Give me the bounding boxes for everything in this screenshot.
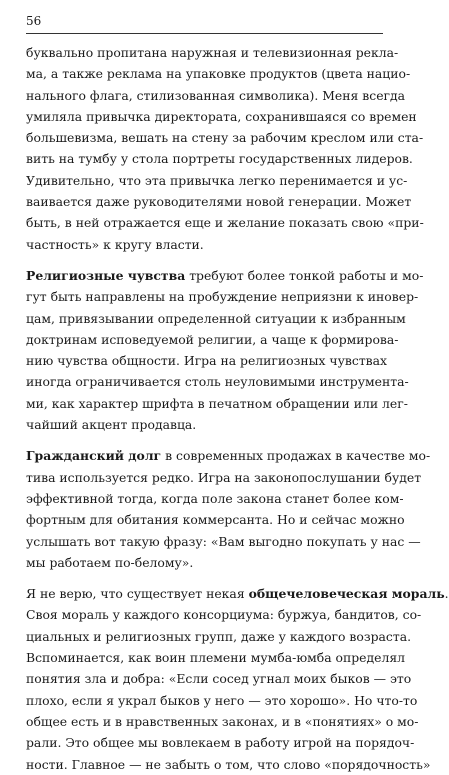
text-line: тива используется редко. Игра на законопослушании будет [26,469,422,485]
text-line: Гражданский долг в современных продажах в качестве мо- [26,448,431,464]
text-line: нию чувства общности. Игра на религиозных чувствах [26,353,388,369]
text-line: фортным для обитания коммерсанта. Но и сейчас можно [26,512,405,528]
text-line: эффективной тогда, когда поле закона станет более ком- [26,490,404,506]
text-line: ма, а также реклама на упаковке продуктов (цвета нацио- [26,66,411,82]
page-number: 56 [26,14,42,28]
text-line: Своя мораль у каждого консорциума: буржуа, бандитов, со- [26,607,422,623]
text-line: мы работаем по-белому». [26,554,194,570]
text-line: частность» к кругу власти. [26,236,204,252]
text-line: цам, привязывании определенной ситуации к избранным [26,310,406,326]
text-line: ми, как характер шрифта в печатном обращении или лег- [26,395,408,411]
section-term: Религиозные чувства [26,267,186,283]
text-line: циальных и религиозных групп, даже у каждого возраста. [26,628,412,644]
paragraph-patriotism [26,42,424,255]
paragraph-morality [26,583,449,775]
text-line: гут быть направлены на пробуждение неприязни к иновер- [26,289,419,305]
text-line: быть, в ней отражается еще и желание показать свою «при- [26,215,424,231]
text-line: Религиозные чувства требуют более тонкой работы и мо- [26,267,424,283]
text-line: буквально пропитана наружная и телевизионная рекла- [26,45,399,60]
text-line: большевизма, вешать на стену за рабочим креслом или ста- [26,130,424,146]
text-line: нального флага, стилизованная символика). Меня всегда [26,87,406,103]
text-line: доктринам исповедуемой религии, а чаще к формирова- [26,331,399,347]
text-line: ваивается даже руководителями новой генерации. Может [26,194,412,210]
text-line: иногда ограничивается столь неуловимыми инструмента- [26,374,409,390]
text-line: Вспоминается, как воин племени мумба-юмба определял [26,650,406,666]
body-text [26,42,449,775]
text-line: Я не верю, что существует некая общечеловеческая мораль. [26,586,449,602]
text-line: Удивительно, что эта привычка легко перенимается и ус- [26,172,408,188]
text-line: ности. Главное — не забыть о том, что слово «порядочность» [26,756,431,772]
section-term: общечеловеческая мораль [248,586,445,602]
paragraph-civic-duty [26,445,431,573]
text-line: вить на тумбу у стола портреты государственных лидеров. [26,151,413,167]
header-rule [26,33,383,34]
text-line: умиляла привычка директората, сохранившаяся со времен [26,108,417,124]
text-line: услышать вот такую фразу: «Вам выгодно покупать у нас — [26,533,421,549]
text-line: общее есть и в нравственных законах, и в «понятиях» о мо- [26,713,419,729]
text-line: чайший акцент продавца. [26,417,197,433]
text-line: понятия зла и добра: «Если сосед угнал моих быков — это [26,671,412,687]
section-term: Гражданский долг [26,448,162,464]
text-line: плохо, если я украл быков у него — это хорошо». Но что-то [26,692,418,708]
paragraph-religious-feelings [26,265,424,435]
text-line: рали. Это общее мы вовлекаем в работу игрой на порядоч- [26,735,415,751]
